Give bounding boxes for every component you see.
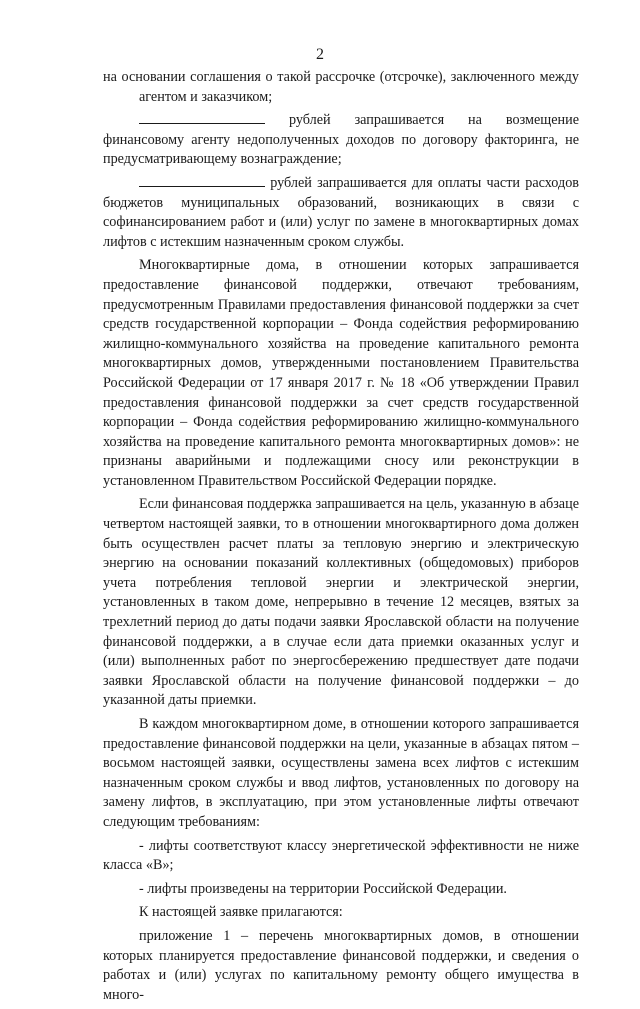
paragraph-attachments-heading [103,903,579,923]
paragraph-text: - лифты соответствуют классу энергетической эффективности не ниже класса «В»; [103,837,579,874]
paragraph-appendix-1 [103,927,579,1005]
list-item-made-in-russia [103,880,579,900]
paragraph-cofinancing-amount [103,174,579,252]
paragraph-lift-replacement [103,715,579,833]
document-body [103,68,579,1009]
list-item-energy-class [103,837,579,876]
paragraph-text: рублей запрашивается на возмещение финансовому агенту недополученных доходов по договору факторинга, не предусматривающему вознаграждение; [103,112,579,168]
paragraph-continuation [103,68,579,107]
paragraph-text: Многоквартирные дома, в отношении которых запрашивается предоставление финансовой поддержки, отвечают требованиям, предусмотренным Правилами предоставления финансовой поддержки за счет средств государственной корпорации – Фонда содействия реформированию жилищно-коммунального хозяйства на проведение капитального ремонта многоквартирных домов, утвержденными постановлением Правительства Российской Федерации от 17 января 2017 г. № 18 «Об утверждении Правил предоставления финансовой поддержки за счет средств государственной корпорации – Фонда содействия реформированию жилищно-коммунального хозяйства на проведение капитального ремонта многоквартирных домов»: не признаны аварийными и подлежащими сносу или реконструкции в установленном Правительством Российской Федерации порядке. [103,257,579,489]
paragraph-text: К настоящей заявке прилагаются: [139,904,343,921]
paragraph-text: В каждом многоквартирном доме, в отношении которого запрашивается предоставление финансовой поддержки на цели, указанные в абзацах пятом – восьмом настоящей заявки, осуществлены замена всех лифтов с истекшим назначенным сроком службы и ввод лифтов, установленных по договору на замену лифтов, в эксплуатацию, при этом установленные лифты отвечают следующим требованиям: [103,716,579,830]
paragraph-energy-metering [103,495,579,711]
amount-blank-line [139,112,265,124]
paragraph-requirements [103,256,579,491]
paragraph-text: на основании соглашения о такой рассрочке (отсрочке), заключенного между агентом и заказчиком; [103,69,579,105]
paragraph-factoring-amount [103,111,579,170]
paragraph-text: Если финансовая поддержка запрашивается на цель, указанную в абзаце четвертом настоящей заявки, то в отношении многоквартирного дома должен быть осуществлен расчет платы за тепловую энергию и электрическую энергию на основании показаний коллективных (общедомовых) приборов учета потребления тепловой энергии и электрической энергии, установленных в таком доме, непрерывно в течение 12 месяцев, взятых за трехлетний период до даты подачи заявки Ярославской области на получение финансовой поддержки, а в случае если дата приемки оказанных услуг и (или) выполненных работ по энергосбережению предшествует дате подачи заявки Ярославской области на получение финансовой поддержки – до указанной даты приемки. [103,496,579,709]
paragraph-text: приложение 1 – перечень многоквартирных домов, в отношении которых планируется предоставление финансовой поддержки, и сведения о работах и (или) услугах по капитальному ремонту общего имущества в много- [103,927,579,1003]
amount-blank-line [139,175,265,187]
page-number: 2 [316,46,324,63]
paragraph-text: - лифты произведены на территории Российской Федерации. [139,880,507,897]
paragraph-text: рублей запрашивается для оплаты части расходов бюджетов муниципальных образований, возникающих в связи с софинансированием работ и (или) услуг по замене в многоквартирных домах лифтов с истекшим назначенным сроком службы. [103,174,579,250]
